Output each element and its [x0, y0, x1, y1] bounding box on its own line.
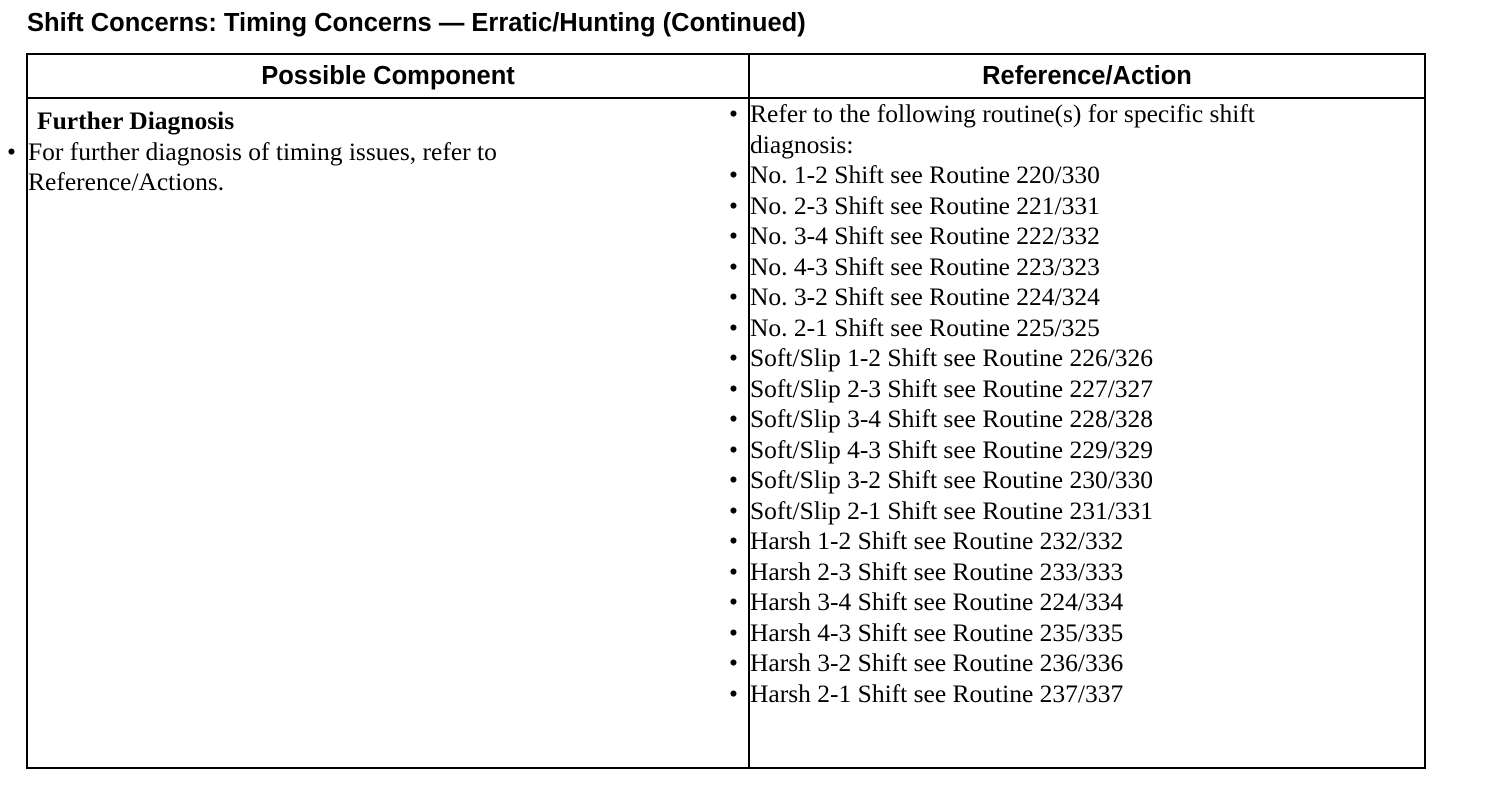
- bullet-icon: •: [729, 282, 738, 311]
- possible-component-cell: [7, 98, 749, 768]
- bullet-icon: •: [729, 404, 738, 433]
- routine-text: Soft/Slip 4-3 Shift see Routine 229/329: [750, 434, 1154, 464]
- bullet-icon: •: [729, 373, 738, 403]
- routine-text: Soft/Slip 1-2 Shift see Routine 226/326: [750, 343, 1154, 372]
- bullet-text-line: For further diagnosis of timing issues, refer to: [28, 136, 497, 166]
- list-item: [729, 587, 1424, 618]
- list-item: [729, 617, 1424, 649]
- list-item: [729, 434, 1424, 466]
- bullet-icon: •: [7, 136, 16, 166]
- routine-text: Soft/Slip 3-2 Shift see Routine 230/330: [750, 465, 1154, 494]
- list-item: [729, 312, 1424, 344]
- list-item: [729, 495, 1424, 527]
- header-reference-action: Reference/Action: [749, 54, 1425, 98]
- bullet-icon: •: [729, 343, 738, 372]
- routine-text: Harsh 3-4 Shift see Routine 224/334: [750, 587, 1124, 616]
- bullet-icon: •: [729, 99, 738, 128]
- routine-text: No. 3-4 Shift see Routine 222/332: [750, 221, 1100, 250]
- table-row: [27, 98, 1425, 768]
- list-item: [729, 373, 1424, 405]
- bullet-text-line: Refer to the following routine(s) for specific shift: [750, 99, 1255, 128]
- page-title: Shift Concerns: Timing Concerns — Erratic/Hunting (Continued): [27, 9, 806, 37]
- routine-text: No. 2-3 Shift see Routine 221/331: [750, 190, 1100, 220]
- bullet-icon: •: [729, 190, 738, 220]
- routine-bullet-list: [729, 99, 1424, 709]
- routine-text: Harsh 3-2 Shift see Routine 236/336: [750, 648, 1124, 677]
- list-item: [729, 99, 1424, 160]
- routine-text: No. 3-2 Shift see Routine 224/324: [750, 282, 1100, 311]
- bullet-text-line: diagnosis:: [750, 129, 854, 159]
- routine-text: Soft/Slip 2-3 Shift see Routine 227/327: [750, 373, 1154, 403]
- list-item: [729, 404, 1424, 435]
- bullet-text-line: Reference/Actions.: [28, 167, 225, 196]
- list-item: [729, 648, 1424, 679]
- list-item: [729, 678, 1424, 710]
- routine-text: Soft/Slip 2-1 Shift see Routine 231/331: [750, 495, 1154, 525]
- list-item: [729, 465, 1424, 496]
- routine-text: Harsh 4-3 Shift see Routine 235/335: [750, 617, 1124, 647]
- bullet-icon: •: [729, 465, 738, 494]
- section-title: Further Diagnosis: [37, 106, 235, 135]
- list-item: [729, 160, 1424, 191]
- list-item: [729, 221, 1424, 252]
- list-item: [729, 343, 1424, 374]
- routine-text: Harsh 2-3 Shift see Routine 233/333: [750, 556, 1124, 586]
- bullet-icon: •: [729, 160, 738, 189]
- list-item: [7, 136, 748, 198]
- list-item: [729, 190, 1424, 222]
- bullet-icon: •: [729, 312, 738, 342]
- routine-text: No. 2-1 Shift see Routine 225/325: [750, 312, 1100, 342]
- routine-text: Soft/Slip 3-4 Shift see Routine 228/328: [750, 404, 1154, 433]
- bullet-icon: •: [729, 556, 738, 586]
- routine-text: Harsh 2-1 Shift see Routine 237/337: [750, 678, 1124, 708]
- list-item: [729, 556, 1424, 588]
- diagnosis-table: [7, 53, 1426, 769]
- routine-text: Harsh 1-2 Shift see Routine 232/332: [750, 526, 1124, 555]
- list-item: [729, 282, 1424, 313]
- routine-text: No. 4-3 Shift see Routine 223/323: [750, 251, 1100, 281]
- bullet-icon: •: [729, 495, 738, 525]
- header-possible-component: Possible Component: [27, 54, 749, 98]
- bullet-icon: •: [729, 648, 738, 677]
- bullet-icon: •: [729, 617, 738, 647]
- bullet-icon: •: [729, 678, 738, 708]
- list-item: [729, 251, 1424, 283]
- component-bullet-list: [7, 136, 748, 198]
- bullet-icon: •: [729, 587, 738, 616]
- bullet-icon: •: [729, 526, 738, 555]
- bullet-icon: •: [729, 434, 738, 464]
- list-item: [729, 526, 1424, 557]
- table-header-row: [27, 54, 1425, 98]
- reference-action-cell: [729, 98, 1425, 768]
- bullet-icon: •: [729, 251, 738, 281]
- routine-text: No. 1-2 Shift see Routine 220/330: [750, 160, 1100, 189]
- bullet-icon: •: [729, 221, 738, 250]
